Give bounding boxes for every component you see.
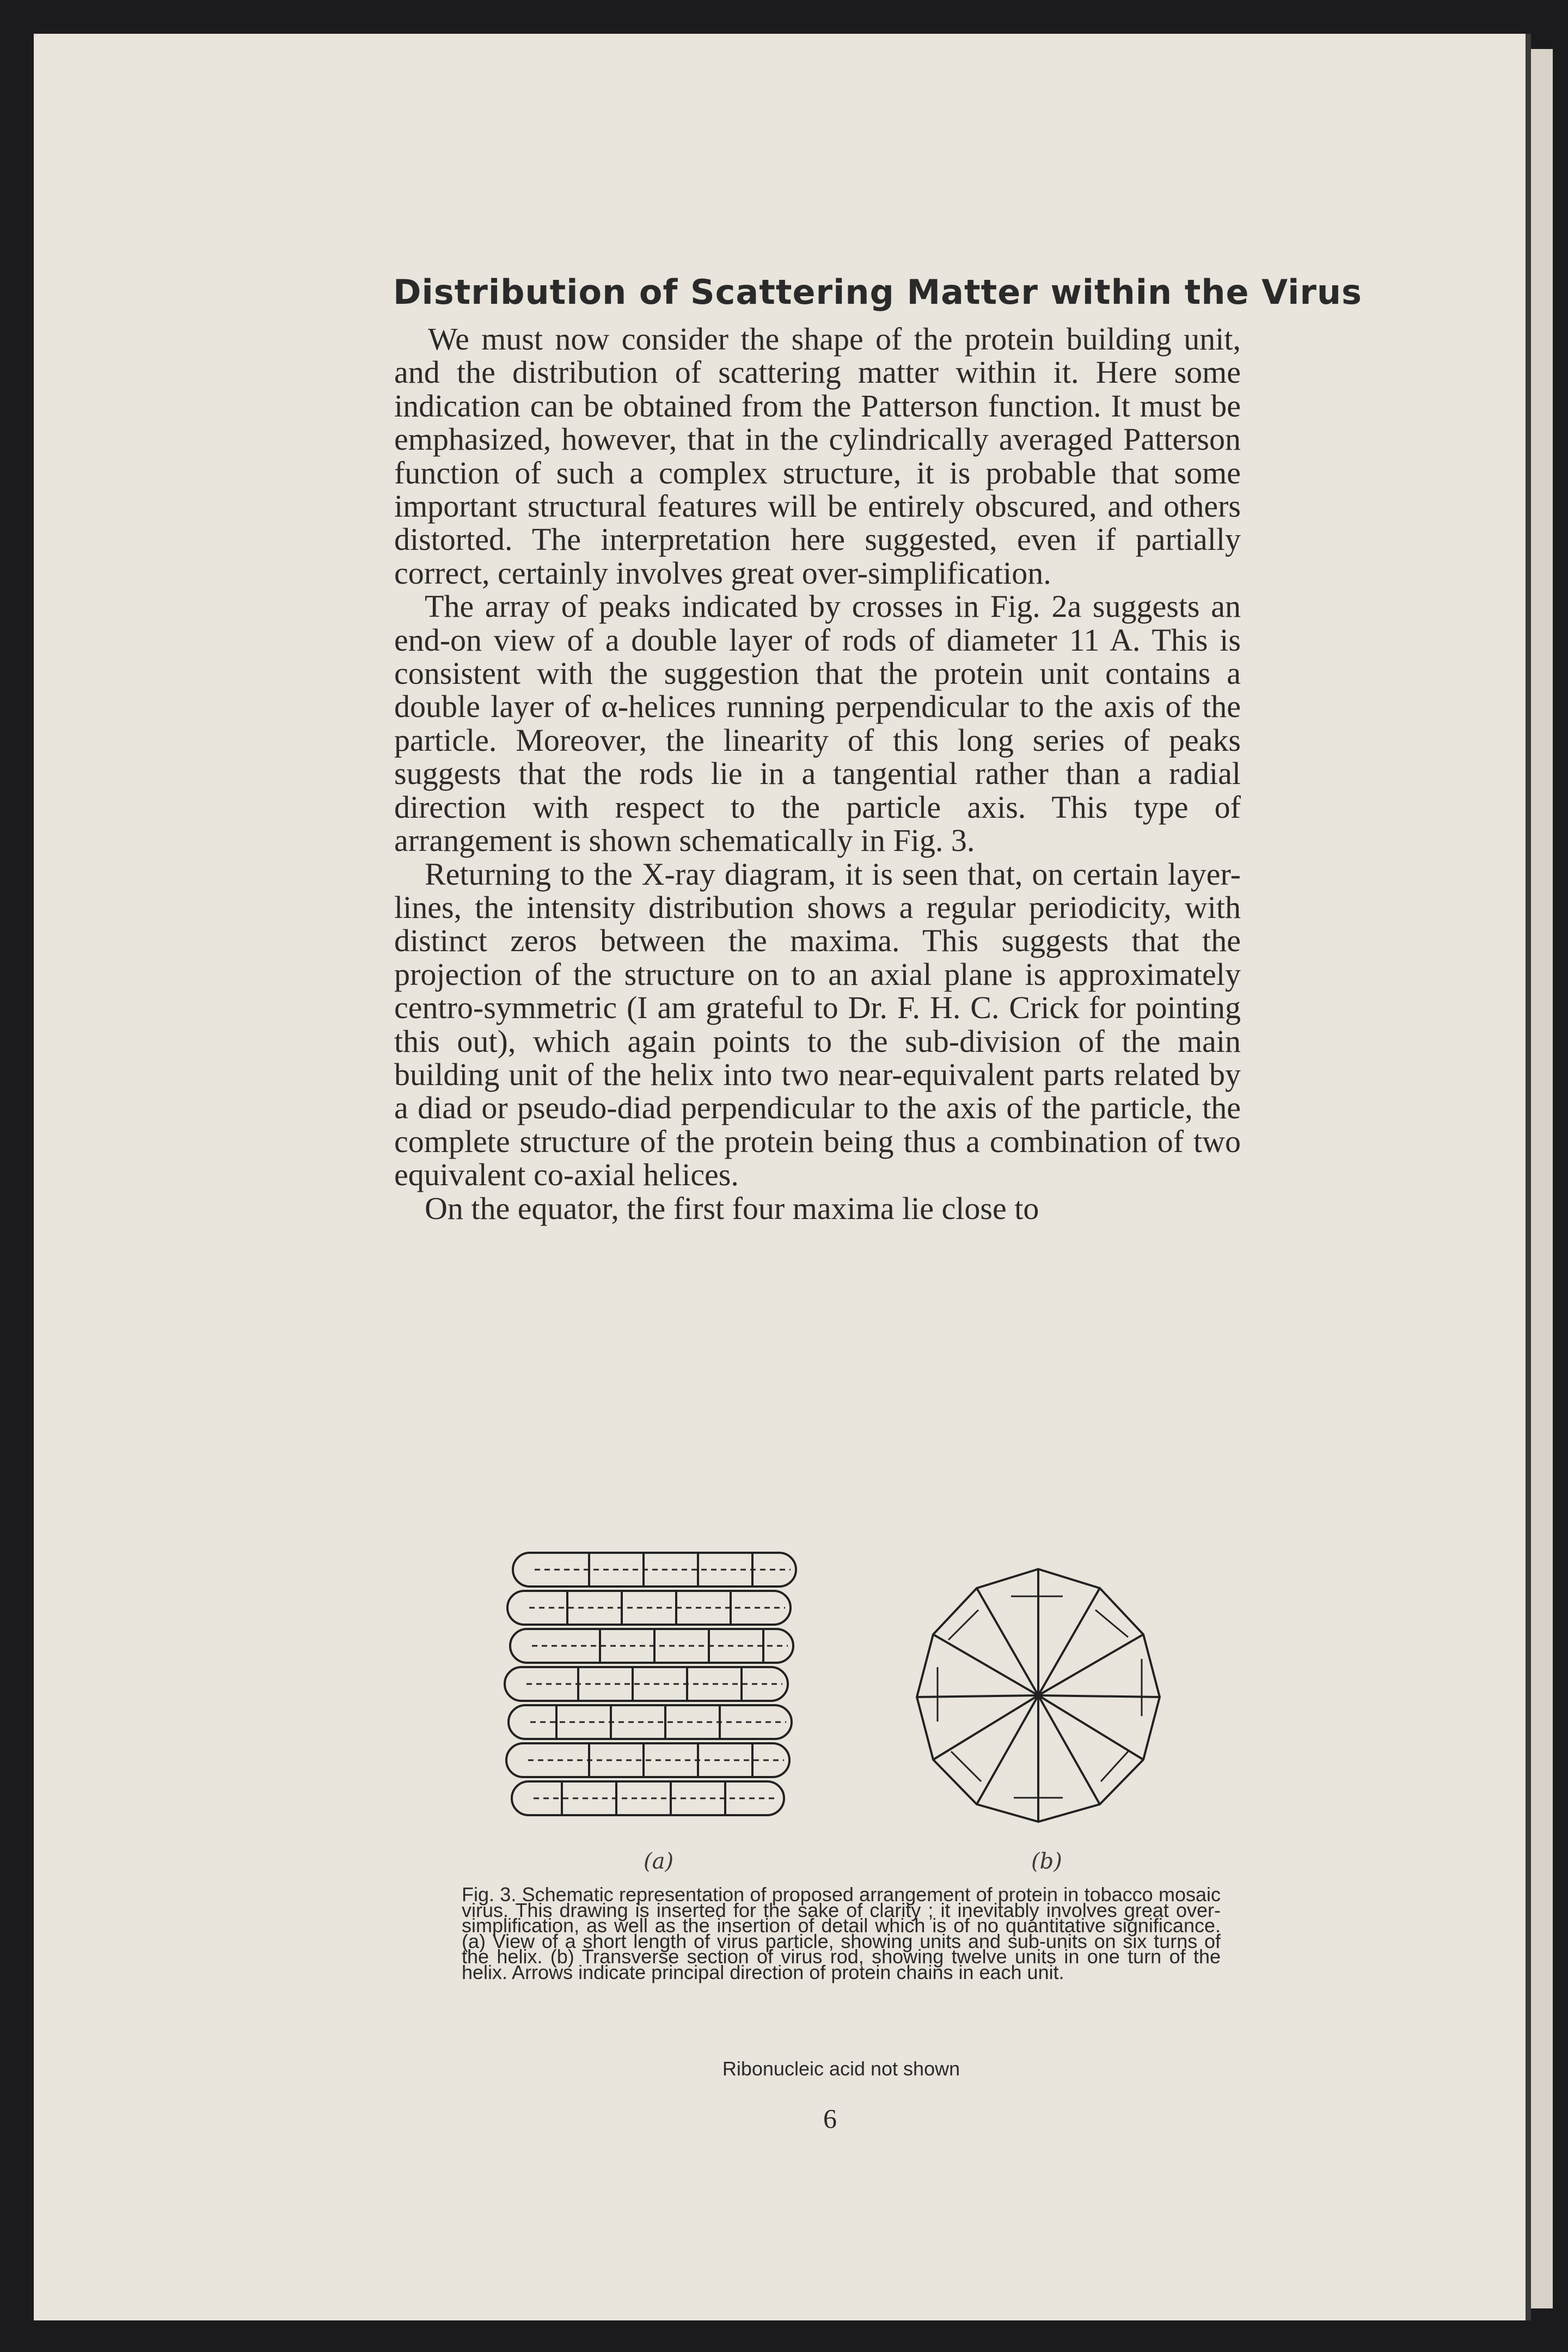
book-page: [34, 34, 1526, 2320]
paragraph: On the equator, the first four maxima lie close to: [425, 1190, 1039, 1226]
paragraph: The array of peaks indicated by crosses in Fig. 2a suggests an end-on view of a double layer of rods of diameter 11 A. This is consistent with the suggestion that the protein unit contains a double layer of α-helices running perpendicular to the axis of the particle. Moreover, the linearity of this long series of peaks suggests that the rods lie in a tangential rather than a radial direction with respect to the particle axis. This type of arrangement is shown schematically in Fig. 3.: [394, 589, 1241, 859]
page-number: 6: [823, 2103, 837, 2134]
figure-caption-last-line: Ribonucleic acid not shown: [722, 2057, 960, 2080]
facing-page-edge: [1531, 49, 1553, 2308]
gutter-shadow: [1526, 34, 1531, 2320]
section-heading: Distribution of Scattering Matter within the Virus: [393, 272, 1362, 312]
figure-label-b: (b): [1031, 1849, 1062, 1874]
body-text: [394, 322, 1241, 1225]
figure-3b-transverse-section: [899, 1558, 1177, 1830]
figure-caption: Fig. 3. Schematic representation of proposed arrangement of protein in tobacco mosaic virus. This drawing is inserted for the sake of clarity ; it inevitably involves great over-simplification, as well as the insertion of detail which is of no quantitative significance. (a) View of a short length of virus particle, showing units and sub-units on six turns of the helix. (b) Transverse section of virus rod, showing twelve units in one turn of the helix. Arrows indicate principal direction of protein chains in each unit.: [462, 1883, 1221, 1983]
figure-3a-rods: [497, 1547, 823, 1830]
figure-label-a: (a): [644, 1849, 674, 1874]
paragraph: Returning to the X-ray diagram, it is seen that, on certain layer-lines, the intensity distribution shows a regular periodicity, with distinct zeros between the maxima. This suggests that the projection of the structure on to an axial plane is approximately centro-symmetric (I am grateful to Dr. F. H. C. Crick for pointing this out), which again points to the sub-division of the main building unit of the helix into two near-equivalent parts related by a diad or pseudo-diad perpendicular to the axis of the particle, the complete structure of the protein being thus a combination of two equivalent co-axial helices.: [394, 856, 1241, 1193]
paragraph: We must now consider the shape of the protein building unit, and the distribution of scattering matter within it. Here some indication can be obtained from the Patterson function. It must be emphasized, however, that in the cylindrically averaged Patterson function of such a complex structure, it is probable that some important structural features will be entirely obscured, and others distorted. The interpretation here suggested, even if partially correct, certainly involves great over-simplification.: [394, 321, 1241, 591]
